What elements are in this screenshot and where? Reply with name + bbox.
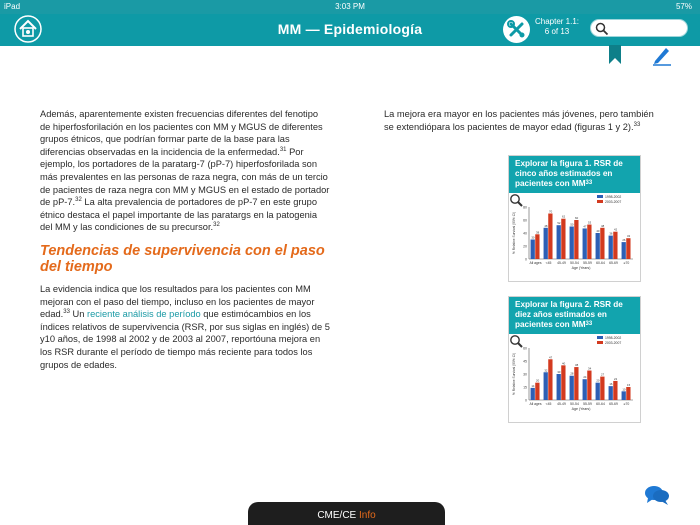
y-tick-label: 20 xyxy=(523,244,527,249)
bar-value-label: 16 xyxy=(609,382,613,387)
status-bar xyxy=(0,0,700,14)
reference-sup[interactable]: 33 xyxy=(633,121,641,128)
chart-bar xyxy=(544,372,548,400)
cme-info-tab[interactable] xyxy=(248,502,445,525)
reference-sup[interactable]: 31 xyxy=(279,146,287,153)
chart-bar xyxy=(535,234,539,259)
chapter-label: Chapter 1.1: xyxy=(534,17,580,26)
bar-value-label: 40 xyxy=(596,229,600,233)
bar-value-label: 20 xyxy=(536,378,540,383)
bar-value-label: 48 xyxy=(601,223,605,228)
bar-value-label: 22 xyxy=(614,376,618,381)
bar-value-label: 52 xyxy=(557,221,561,226)
chapter-indicator xyxy=(533,17,581,37)
chart-bar xyxy=(613,232,617,259)
discussion-button[interactable] xyxy=(644,484,670,506)
chart-bar xyxy=(596,383,600,400)
y-tick-label: 60 xyxy=(523,218,527,223)
bar-value-label: 24 xyxy=(583,375,587,380)
bar-value-label: 34 xyxy=(588,366,592,371)
chart-bar xyxy=(548,214,552,260)
chart-bar xyxy=(609,386,613,400)
text-run: Además, aparentemente existen frecuencias diferentes del fenotipo de hiperfosforilación en los pacientes con MM y MGUS de diferentes grupos étnicos, que podrían formar parte de la base para las diferencias observadas en la incidencia de la enfermedad. xyxy=(40,109,323,157)
figure-1-card[interactable] xyxy=(508,155,641,282)
bar-value-label: 62 xyxy=(562,214,566,219)
text-run: La mejora era mayor en los pacientes más jóvenes, pero también se extendiópara los pacientes de mayor edad (figuras 1 y 2). xyxy=(384,109,654,132)
chart-bar xyxy=(600,377,604,400)
chart-bar xyxy=(622,391,626,400)
bar-value-label: 47 xyxy=(583,224,587,229)
text-run: La evidencia indica que los resultados para los pacientes con MM mejoran con el paso del tiempo, incluso en los pacientes de mayor edad. xyxy=(40,283,315,320)
chart-bar xyxy=(600,228,604,259)
x-tick-label: 50-54 xyxy=(570,261,579,265)
text-run: que estimócambios en los índices relativos de supervivencia (RSR, por sus siglas en inglés) de 5 y10 años, de 1998 al 2002 y de 2003 al 2007, reportóuna mejora en los RSR durante el período de tiempo más reciente para todos los grupos de edades. xyxy=(40,309,330,370)
bar-value-label: 40 xyxy=(562,361,566,366)
right-column xyxy=(384,108,664,133)
bar-value-label: 26 xyxy=(622,238,626,243)
chart-bar xyxy=(561,219,565,259)
chart-bar xyxy=(531,240,535,260)
legend-swatch xyxy=(597,195,603,198)
chart-bar xyxy=(574,220,578,259)
x-axis-label: Age (Years) xyxy=(571,266,591,270)
battery-label: 57% xyxy=(675,2,692,11)
y-tick-label: 45 xyxy=(523,359,527,364)
chart-bar xyxy=(587,371,591,400)
period-analysis-link[interactable]: reciente análisis de período xyxy=(87,309,201,320)
y-axis-label: % Relative Survival (95% CI) xyxy=(512,211,516,255)
zoom-icon[interactable] xyxy=(509,334,523,348)
figure-1-title xyxy=(509,156,640,193)
chart-bar xyxy=(561,365,565,400)
bar-value-label: 30 xyxy=(557,370,561,374)
legend-label: 1998-2002 xyxy=(605,195,622,199)
y-tick-label: 80 xyxy=(523,205,527,210)
bar-value-label: 36 xyxy=(609,231,613,236)
reference-sup[interactable]: 32 xyxy=(213,222,220,229)
paragraph-improvement xyxy=(384,108,664,133)
info-label: Info xyxy=(359,510,376,521)
chart-bar xyxy=(587,225,591,259)
figure-1-svg xyxy=(509,193,640,281)
text-run: Un xyxy=(69,309,88,320)
cme-label: CME/CE xyxy=(317,510,357,521)
legend-label: 1998-2002 xyxy=(605,336,622,340)
y-tick-label: 60 xyxy=(523,346,527,351)
chapter-page: 6 of 13 xyxy=(544,27,570,36)
x-tick-label: All ages xyxy=(529,261,542,265)
bar-value-label: 32 xyxy=(627,234,631,239)
tools-button[interactable] xyxy=(503,16,530,43)
figure-2-chart xyxy=(509,334,640,422)
figure-2-card[interactable] xyxy=(508,296,641,423)
figure-title-text: Explorar la figura 1. RSR de cinco años estimados en pacientes con MM xyxy=(515,159,623,188)
bar-value-label: 50 xyxy=(570,222,574,227)
tools-icon xyxy=(503,16,530,43)
legend-swatch xyxy=(597,341,603,344)
chart-bar xyxy=(626,238,630,259)
bar-value-label: 48 xyxy=(544,223,548,228)
paragraph-survival xyxy=(40,283,330,371)
bar-value-label: 27 xyxy=(601,372,605,377)
chart-bar xyxy=(622,242,626,259)
bar-value-label: 38 xyxy=(536,230,540,235)
edit-button[interactable] xyxy=(651,44,673,66)
chart-bar xyxy=(570,376,574,400)
x-tick-label: All ages xyxy=(529,402,542,406)
bar-value-label: 15 xyxy=(627,383,631,387)
x-tick-label: ≥70 xyxy=(623,261,630,265)
text-run: Por ejemplo, los portadores de la paratarg-7 (pP-7) hiperfosforilada son más prevalentes en las personas de raza negra, con más de un tercio de pacientes de raza negra con MM y MGUS en el estado de portador de pP-7. xyxy=(40,146,330,208)
y-tick-label: 0 xyxy=(525,257,527,262)
x-tick-label: ≥70 xyxy=(623,402,630,406)
x-tick-label: 55-59 xyxy=(583,261,592,265)
legend-label: 2003-2007 xyxy=(605,341,622,345)
reference-sup: 33 xyxy=(585,321,593,327)
section-heading: Tendencias de supervivencia con el paso del tiempo xyxy=(40,242,325,275)
chart-bar xyxy=(583,379,587,400)
chart-bar xyxy=(609,236,613,259)
x-tick-label: 60-64 xyxy=(596,402,605,406)
bar-value-label: 32 xyxy=(544,368,548,373)
zoom-icon[interactable] xyxy=(509,193,523,207)
x-axis-label: Age (Years) xyxy=(571,407,591,411)
x-tick-label: 65-69 xyxy=(609,261,618,265)
chart-bar xyxy=(548,359,552,400)
bar-value-label: 42 xyxy=(614,227,618,232)
carrier-label: iPad xyxy=(4,2,21,11)
bar-value-label: 14 xyxy=(531,383,535,388)
chart-bar xyxy=(544,228,548,259)
pencil-icon xyxy=(651,44,673,66)
bar-value-label: 28 xyxy=(570,371,574,376)
bar-value-label: 38 xyxy=(575,363,579,368)
bar-value-label: 70 xyxy=(549,209,553,214)
bar-value-label: 53 xyxy=(588,220,592,225)
y-tick-label: 15 xyxy=(523,385,527,390)
figure-1-chart xyxy=(509,193,640,281)
chart-bar xyxy=(557,225,561,259)
x-tick-label: 45-49 xyxy=(557,261,566,265)
x-tick-label: 50-54 xyxy=(570,402,579,406)
chat-bubbles-icon xyxy=(644,484,670,506)
x-tick-label: <45 xyxy=(545,402,552,406)
text-run: La alta prevalencia de portadores de pP-7 en este grupo étnico destaca el papel importante de las paratargs en la patogenia del MM y las condiciones de su precursor. xyxy=(40,197,318,233)
figure-2-svg xyxy=(509,334,640,422)
bookmark-ribbon-icon xyxy=(608,45,622,65)
legend-swatch xyxy=(597,336,603,339)
reference-sup[interactable]: 32 xyxy=(75,197,82,204)
chart-bar xyxy=(570,227,574,260)
chart-bar xyxy=(574,367,578,400)
bookmark-button[interactable] xyxy=(608,45,622,65)
y-axis-label: % Relative Survival (95% CI) xyxy=(512,352,516,396)
y-tick-label: 40 xyxy=(523,231,527,236)
bar-value-label: 30 xyxy=(531,235,535,240)
legend-swatch xyxy=(597,200,603,203)
reference-sup[interactable]: 33 xyxy=(63,309,70,316)
chart-bar xyxy=(583,228,587,259)
chart-bar xyxy=(613,381,617,400)
x-tick-label: 60-64 xyxy=(596,261,605,265)
bar-value-label: 10 xyxy=(622,387,626,392)
x-tick-label: <45 xyxy=(545,261,552,265)
paragraph-phenotype xyxy=(40,108,330,234)
left-column xyxy=(40,108,330,371)
y-tick-label: 30 xyxy=(523,372,527,377)
x-tick-label: 55-59 xyxy=(583,402,592,406)
chart-bar xyxy=(535,383,539,400)
y-tick-label: 0 xyxy=(525,398,527,403)
chart-bar xyxy=(626,387,630,400)
clock: 3:03 PM xyxy=(335,2,365,11)
figure-2-title xyxy=(509,297,640,334)
bar-value-label: 60 xyxy=(575,216,579,220)
bar-value-label: 47 xyxy=(549,355,553,360)
chart-bar xyxy=(596,233,600,259)
page-title: MM — Epidemiología xyxy=(277,21,423,37)
reference-sup: 33 xyxy=(585,180,593,186)
chart-bar xyxy=(557,374,561,400)
x-tick-label: 45-49 xyxy=(557,402,566,406)
search-input[interactable] xyxy=(590,19,688,37)
x-tick-label: 65-69 xyxy=(609,402,618,406)
chart-bar xyxy=(531,388,535,400)
app-header xyxy=(0,14,700,46)
figure-title-text: Explorar la figura 2. RSR de diez años estimados en pacientes con MM xyxy=(515,300,623,329)
search-icon xyxy=(595,22,609,36)
bar-value-label: 20 xyxy=(596,378,600,383)
legend-label: 2003-2007 xyxy=(605,200,622,204)
